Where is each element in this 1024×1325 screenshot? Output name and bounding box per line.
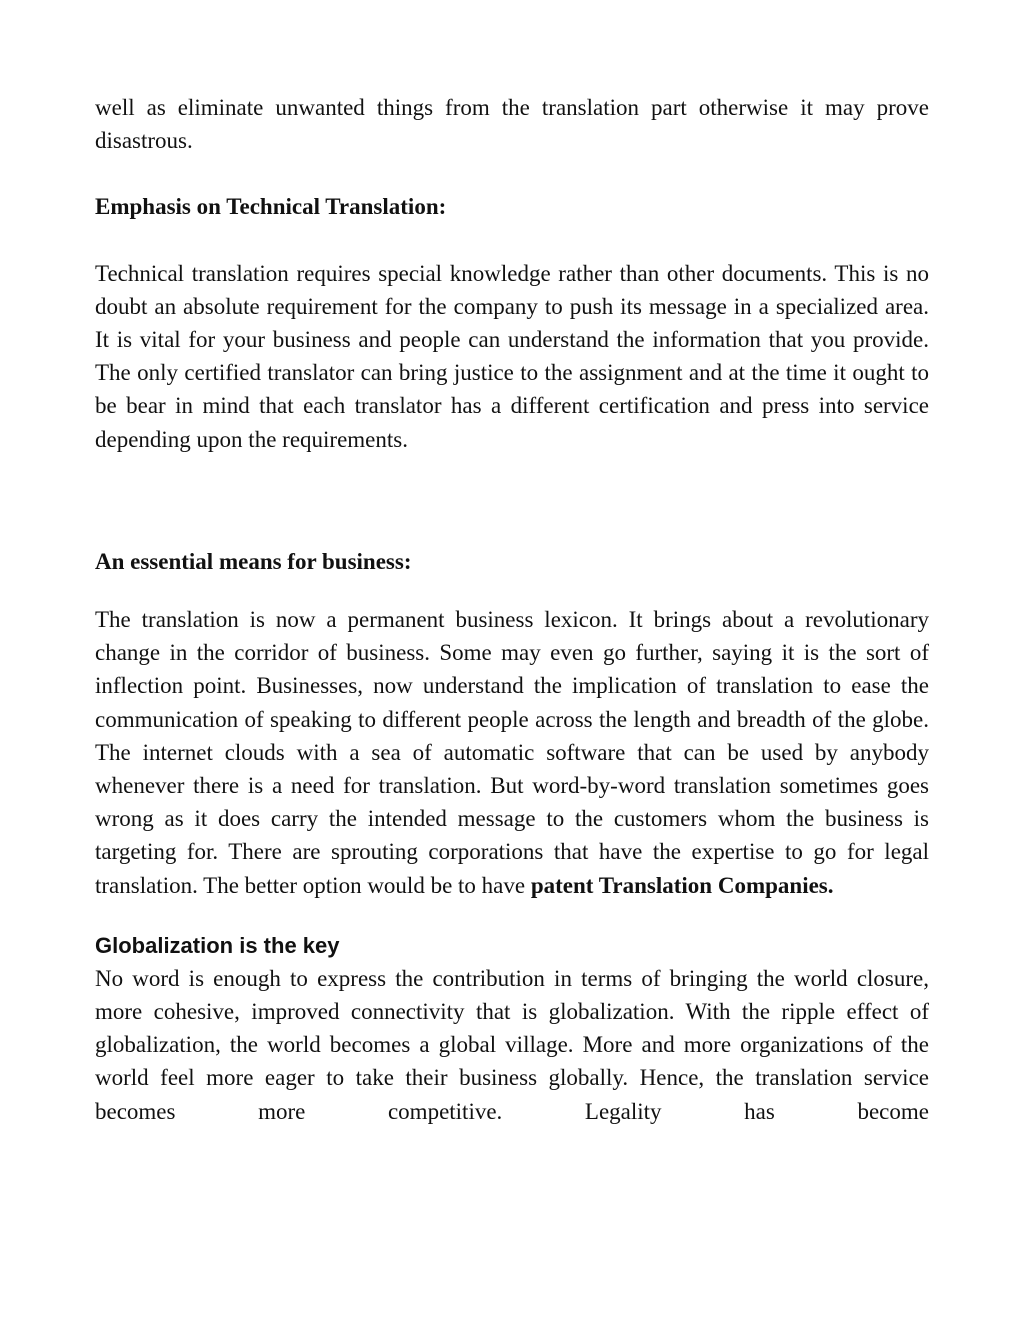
section-heading-business: An essential means for business:: [95, 548, 412, 574]
section-heading-technical: Emphasis on Technical Translation:: [95, 194, 447, 220]
spacer: [95, 902, 929, 929]
patent-translation-companies-text: patent Translation Companies.: [530, 872, 834, 898]
spacer: [95, 456, 929, 545]
technical-paragraph: Technical translation requires special knowledge rather than other documents. This is no doubt an absolute requirement for the company to push its message in a specialized area. It is vital for your business and people can understand the information that you provide. The only certified translator can bring justice to the assignment and at the time it ought to be bear in mind that each translator has a different certification and press into service depending upon the requirements.: [95, 260, 929, 452]
intro-paragraph: well as eliminate unwanted things from the translation part otherwise it may prove disastrous.: [95, 95, 929, 154]
section-heading-globalization: Globalization is the key: [95, 932, 340, 958]
globalization-paragraph: No word is enough to express the contribution in terms of bringing the world closure, more cohesive, improved connectivity that is globalization. With the ripple effect of globalization, the world becomes a global village. More and more organizations of the world feel more eager to take their business globally. Hence, the translation service becomes more competitive. Legality has become: [95, 965, 929, 1124]
business-paragraph-text: The translation is now a permanent business lexicon. It brings about a revolutionary change in the corridor of business. Some may even go further, saying it is the sort of inflection point. Businesses, now understand the implication of translation to ease the communication of speaking to different people across the length and breadth of the globe. The internet clouds with a sea of automatic software that can be used by anybody whenever there is a need for translation. But word-by-word translation sometimes goes wrong as it does carry the intended message to the customers whom the business is targeting for. There are sprouting corporations that have the expertise to go for legal translation. The better option would be to have: [95, 607, 929, 898]
spacer: [95, 578, 929, 603]
document-page: [95, 91, 929, 1128]
spacer: [95, 157, 929, 190]
spacer: [95, 224, 929, 257]
business-paragraph: [95, 603, 929, 902]
